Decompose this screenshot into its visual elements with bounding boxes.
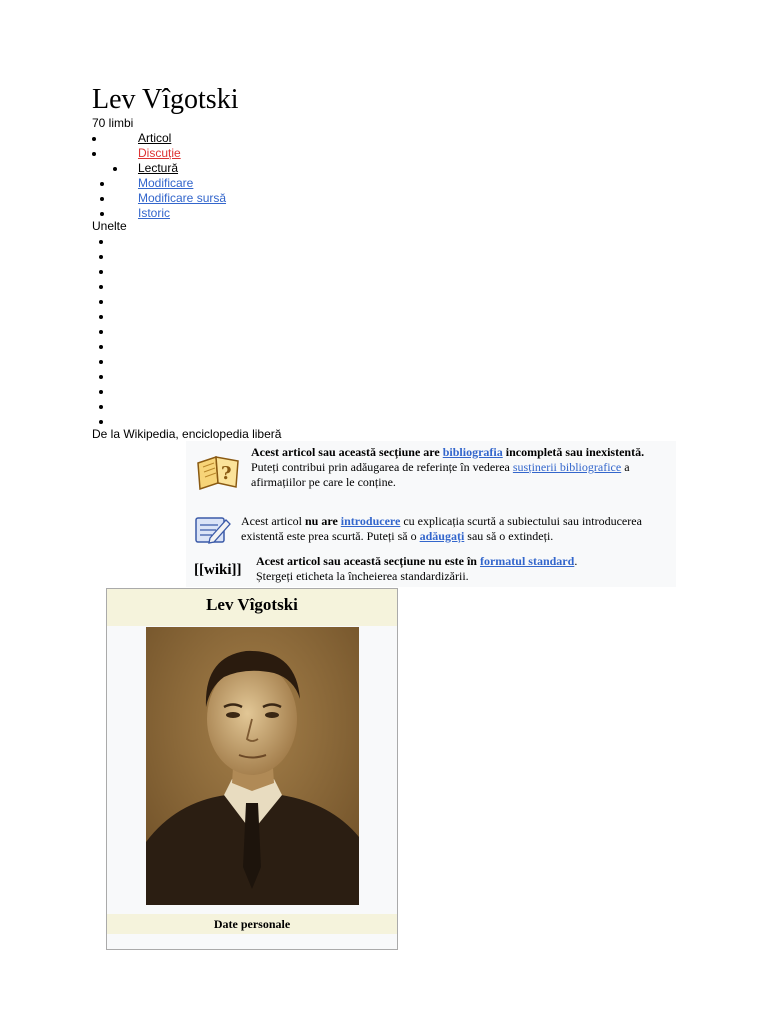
bullet-icon bbox=[99, 240, 103, 244]
bullet-icon bbox=[99, 345, 103, 349]
bullet-icon bbox=[92, 137, 96, 141]
edit-note-icon bbox=[194, 514, 232, 546]
intro-d: sau să o extindeți. bbox=[467, 529, 554, 543]
wiki-tag: [[wiki]] bbox=[194, 562, 242, 578]
introduction-link[interactable]: introducere bbox=[340, 514, 401, 528]
intro-c: cu explicația scurtă a subiectului sau introducerea existentă este prea scurtă. Puteți să o bbox=[241, 514, 642, 543]
bullet-icon bbox=[100, 197, 104, 201]
maintenance-notices bbox=[186, 441, 676, 587]
bullet-icon bbox=[92, 152, 96, 156]
bullet-icon bbox=[99, 420, 103, 424]
languages-link[interactable]: 70 limbi bbox=[92, 116, 134, 130]
bullet-icon bbox=[99, 405, 103, 409]
notice-rest: incompletă sau inexistentă. bbox=[505, 445, 645, 459]
tab-history-link[interactable]: Istoric bbox=[138, 206, 171, 220]
personal-data-header: Date personale bbox=[107, 914, 397, 934]
format-line2: Ștergeți eticheta la încheierea standardizării. bbox=[256, 569, 469, 583]
tab-read-link[interactable]: Lectură bbox=[138, 161, 179, 175]
svg-text:?: ? bbox=[221, 463, 232, 484]
infobox-title: Lev Vîgotski bbox=[107, 589, 397, 626]
intro-a: Acest articol bbox=[241, 514, 302, 528]
bibliography-link[interactable]: bibliografia bbox=[442, 445, 503, 459]
bullet-icon bbox=[99, 375, 103, 379]
bibliographic-support-link[interactable]: susținerii bibliografice bbox=[512, 460, 622, 474]
intro-b: nu are bbox=[304, 514, 338, 528]
notice-line2a: Puteți contribui prin adăugarea de referințe în vederea bbox=[251, 460, 510, 474]
bullet-icon bbox=[99, 270, 103, 274]
tab-article-link[interactable]: Articol bbox=[138, 131, 172, 145]
page-title: Lev Vîgotski bbox=[92, 84, 239, 115]
bullet-icon bbox=[99, 330, 103, 334]
notice-lead: Acest articol sau această secțiune are bbox=[251, 445, 440, 459]
bullet-icon bbox=[99, 255, 103, 259]
tools-menu[interactable]: Unelte bbox=[92, 219, 127, 233]
bullet-icon bbox=[99, 390, 103, 394]
portrait-image[interactable] bbox=[146, 627, 359, 905]
bullet-icon bbox=[113, 167, 117, 171]
bullet-icon bbox=[99, 315, 103, 319]
site-subtitle: De la Wikipedia, enciclopedia liberă bbox=[92, 427, 282, 441]
tab-edit-source-link[interactable]: Modificare sursă bbox=[138, 191, 227, 205]
bullet-icon bbox=[99, 300, 103, 304]
bullet-icon bbox=[99, 360, 103, 364]
add-link[interactable]: adăugați bbox=[419, 529, 465, 543]
portrait-illustration bbox=[146, 627, 359, 905]
notice-line2b: a afirmațiilor pe care le conține. bbox=[251, 460, 630, 489]
bullet-icon bbox=[99, 285, 103, 289]
bullet-icon bbox=[100, 182, 104, 186]
bullet-icon bbox=[100, 212, 104, 216]
tab-discussion-link[interactable]: Discuție bbox=[138, 146, 181, 160]
format-lead: Acest articol sau această secțiune nu este în bbox=[256, 554, 477, 568]
book-icon bbox=[194, 453, 242, 493]
infobox bbox=[106, 588, 398, 950]
format-end: . bbox=[574, 554, 578, 568]
tab-edit-link[interactable]: Modificare bbox=[138, 176, 194, 190]
standard-format-link[interactable]: formatul standard bbox=[479, 554, 575, 568]
